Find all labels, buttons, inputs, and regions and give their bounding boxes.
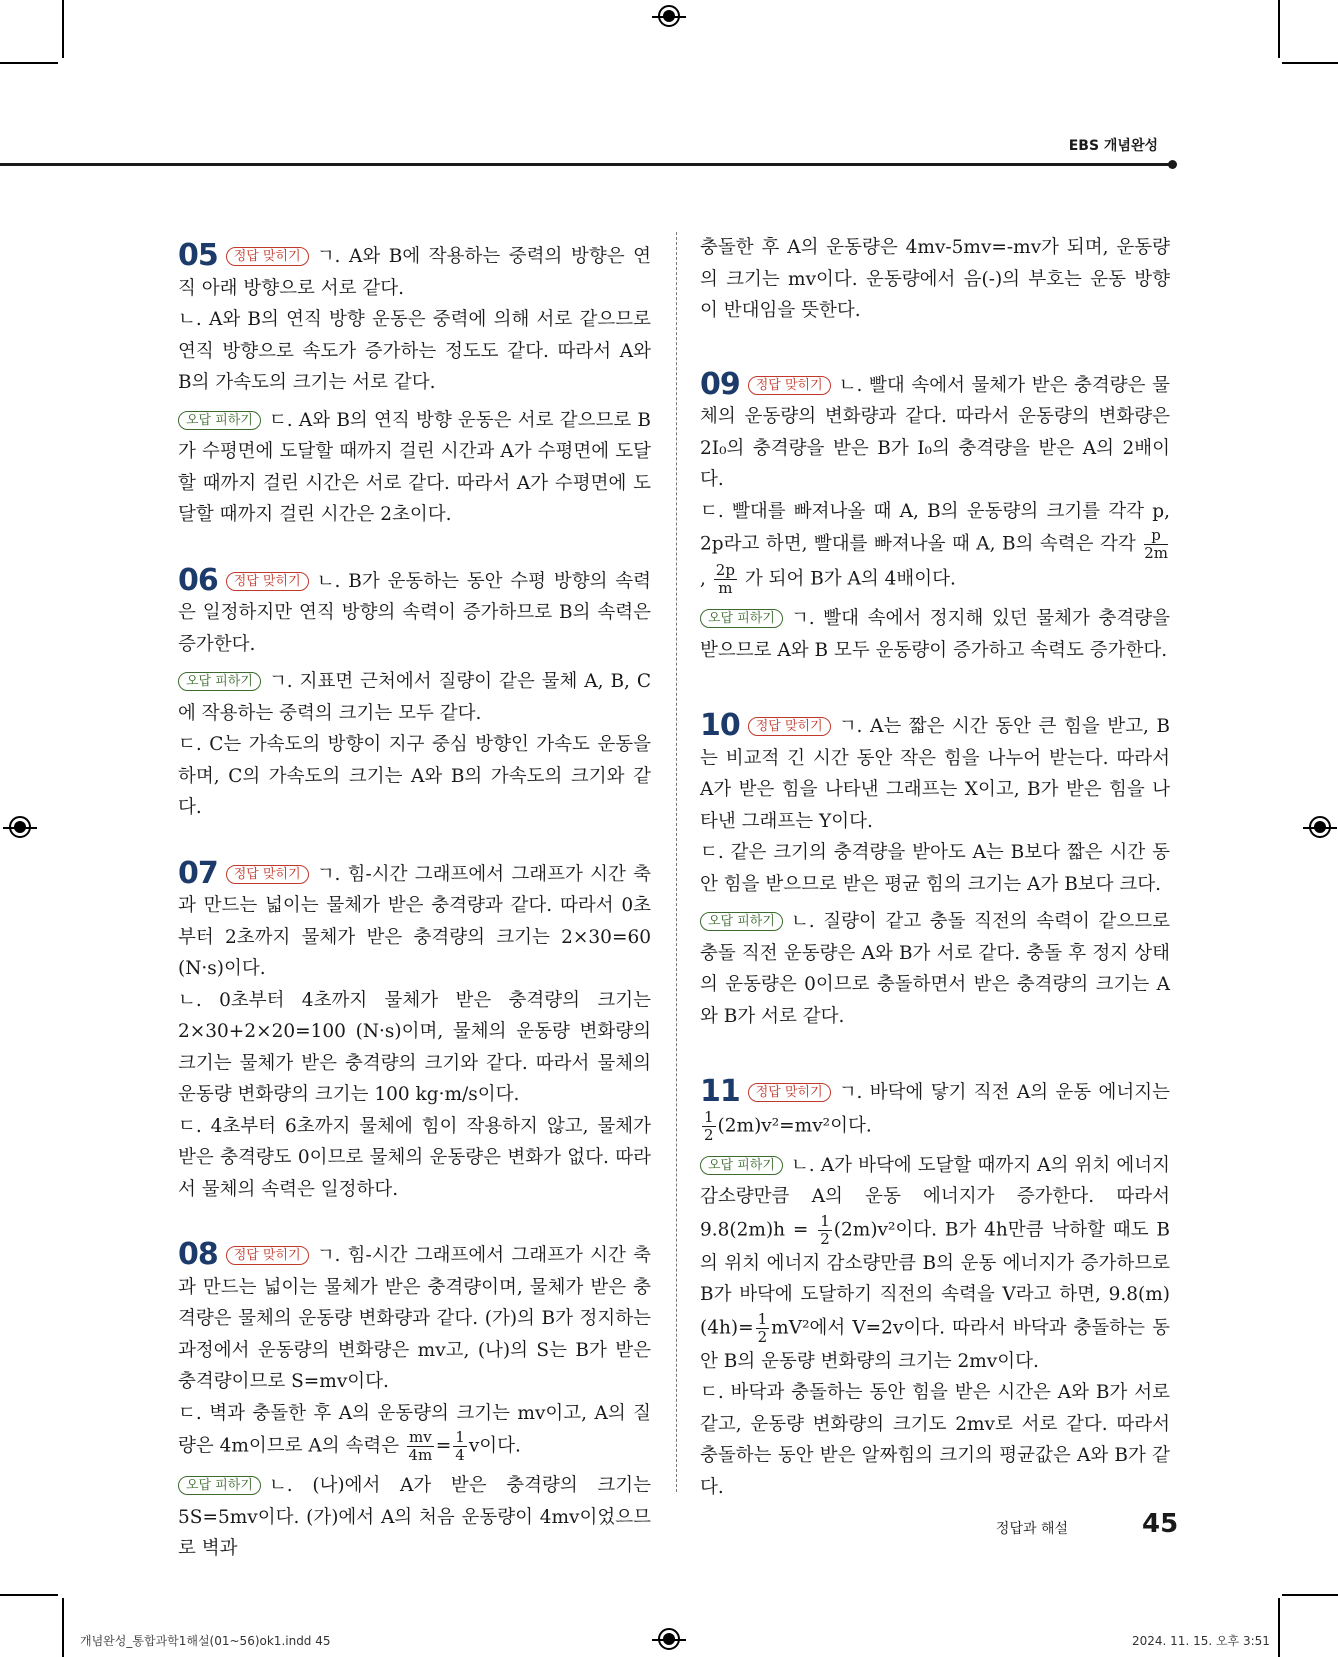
footer-label: 정답과 해설 xyxy=(995,1521,1068,1537)
denominator: m xyxy=(718,579,733,597)
answer-text: ㄱ. 힘-시간 그래프에서 그래프가 시간 축과 만드는 넓이는 물체가 받은 충격량이며, 물체가 받은 충격량은 물체의 운동량 변화량과 같다. (가)의 B가 정지하는 과정에서 운동량의 변화량은 mv고, (나)의 S는 B가 받은 충격량이므로 S=mv이다. xyxy=(178,1245,651,1392)
answer-text: (2m)v²이다. B가 4h만큼 낙하할 때도 B의 위치 에너지 감소량만큼 B의 운동 에너지가 증가하므로 B가 바닥에 도달하기 직전의 속력을 V라고 하면, 9.8(m)(4h)= xyxy=(700,1219,1170,1338)
wrong-tag: 오답 피하기 xyxy=(700,912,783,931)
numerator: p xyxy=(1144,527,1168,545)
denominator: 4m xyxy=(408,1446,433,1464)
answer-text: ㄱ. A와 B에 작용하는 중력의 방향은 연직 아래 방향으로 서로 같다. xyxy=(178,246,651,299)
answer-text: ㄷ. C는 가속도의 방향이 지구 중심 방향인 가속도 운동을 하며, C의 가속도의 크기는 A와 B의 가속도의 크기와 같다. xyxy=(178,734,651,818)
answer-11 xyxy=(700,1076,1170,1144)
wrong-tag: 오답 피하기 xyxy=(700,1156,783,1175)
correct-tag: 정답 맞히기 xyxy=(226,865,309,884)
crop-mark xyxy=(1282,1594,1338,1596)
answer-text: ㄴ. B가 운동하는 동안 수평 방향의 속력은 일정하지만 연직 방향의 속력이 증가하므로 B의 속력은 증가한다. xyxy=(178,570,651,655)
registration-mark-icon xyxy=(9,816,31,838)
crop-mark xyxy=(1278,0,1280,58)
question-number: 09 xyxy=(700,366,740,402)
answer-text: ㄷ. 빨대를 빠져나올 때 A, B의 운동량의 크기를 각각 p, 2p라고 하면, 빨대를 빠져나올 때 A, B의 속력은 각각 xyxy=(700,500,1170,555)
answer-09 xyxy=(700,366,1170,496)
registration-mark-icon xyxy=(658,1628,680,1650)
answer-text: ㄴ. 질량이 같고 충돌 직전의 속력이 같으므로 충돌 직전 운동량은 A와 B가 서로 같다. 충돌 후 정지 상태의 운동량은 0이므로 충돌하면서 받은 충격량의 크기는 A와 B가 서로 같다. xyxy=(700,911,1170,1027)
crop-mark xyxy=(0,1594,58,1596)
question-number: 11 xyxy=(700,1074,740,1109)
denominator: 4 xyxy=(455,1446,465,1464)
numerator: 1 xyxy=(704,1107,714,1126)
answer-07 xyxy=(178,855,651,985)
answer-10-wrong xyxy=(700,906,1170,1032)
correct-tag: 정답 맞히기 xyxy=(226,247,309,266)
answer-text: ㄴ. 빨대 속에서 물체가 받은 충격량은 물체의 운동량의 변화량과 같다. 따라서 운동량의 변화량은 2I₀의 충격량을 받은 B가 I₀의 충격량을 받은 A의 2배이다. xyxy=(700,374,1170,490)
answer-08-continued: 충돌한 후 A의 운동량은 4mv-5mv=-mv가 되며, 운동량의 크기는 mv이다. 운동량에서 음(-)의 부호는 운동 방향이 반대임을 뜻한다. xyxy=(700,237,1170,321)
fraction xyxy=(714,562,737,597)
numerator: 1 xyxy=(757,1309,768,1328)
denominator: 2 xyxy=(820,1229,830,1248)
answer-text: ㄱ. 지표면 근처에서 질량이 같은 물체 A, B, C에 작용하는 중력의 크기는 모두 같다. xyxy=(178,671,651,724)
answer-text: ㄴ. A가 바닥에 도달할 때까지 A의 위치 에너지 감소량만큼 A의 운동 에너지가 증가한다. 따라서 9.8(2m)h = xyxy=(700,1154,1170,1240)
answer-text: mV²에서 V=2v이다. 따라서 바닥과 충돌하는 동안 B의 운동량 변화량의 크기는 2mv이다. xyxy=(700,1317,1170,1372)
denominator: 2m xyxy=(1144,544,1168,562)
question-number: 05 xyxy=(178,238,218,273)
fraction xyxy=(1144,527,1168,562)
registration-mark-icon xyxy=(658,5,680,27)
answer-text: ㄷ. A와 B의 연직 방향 운동은 서로 같으므로 B가 수평면에 도달할 때까지 걸린 시간과 A가 수평면에 도달할 때까지 걸린 시간은 서로 같다. 따라서 A가 수평면에 도달할 때까지 걸린 시간은 2초이다. xyxy=(178,409,651,525)
denominator: 2 xyxy=(757,1327,768,1346)
answer-text: ㄴ. (나)에서 A가 받은 충격량의 크기는 5S=5mv이다. (가)에서 A의 처음 운동량이 4mv이었으므로 벽과 xyxy=(178,1475,651,1559)
answer-text: ㄱ. A는 짧은 시간 동안 큰 힘을 받고, B는 비교적 긴 시간 동안 작은 힘을 나누어 받는다. 따라서 A가 받은 힘을 나타낸 그래프는 X이고, B가 받은 힘을 나타낸 그래프는 Y이다. xyxy=(700,716,1170,832)
wrong-tag: 오답 피하기 xyxy=(178,672,261,691)
header-title: EBS 개념완성 xyxy=(1068,138,1158,154)
answer-11-wrong xyxy=(700,1150,1170,1378)
question-number: 10 xyxy=(700,708,740,743)
fraction xyxy=(702,1109,716,1144)
answer-text: (2m)v²=mv²이다. xyxy=(717,1115,872,1136)
answer-06 xyxy=(178,562,651,661)
fraction xyxy=(453,1429,467,1464)
answer-text: ㄷ. 같은 크기의 충격량을 받아도 A는 B보다 짧은 시간 동안 힘을 받으므로 받은 평균 힘의 크기는 A가 B보다 크다. xyxy=(700,842,1170,895)
file-slug: 개념완성_통합과학1해설(01~56)ok1.indd 45 xyxy=(80,1634,331,1648)
fraction xyxy=(407,1429,434,1464)
answer-text: ㄱ. 힘-시간 그래프에서 그래프가 시간 축과 만드는 넓이는 물체가 받은 충격량과 같다. 따라서 0초부터 2초까지 물체가 받은 충격량의 크기는 2×30=60 (N·s)이다. xyxy=(178,863,651,979)
wrong-tag: 오답 피하기 xyxy=(178,411,261,430)
equals-sign: = xyxy=(435,1435,452,1457)
fraction xyxy=(756,1311,770,1346)
wrong-tag: 오답 피하기 xyxy=(178,1476,261,1495)
answer-05 xyxy=(178,240,651,304)
right-column xyxy=(700,232,1170,1503)
print-date: 2024. 11. 15. 오후 3:51 xyxy=(1132,1634,1270,1648)
answer-09-c xyxy=(700,496,1170,598)
correct-tag: 정답 맞히기 xyxy=(748,376,831,395)
question-number: 08 xyxy=(178,1237,218,1272)
comma: , xyxy=(700,568,706,590)
answer-text: ㄱ. 빨대 속에서 정지해 있던 물체가 충격량을 받으므로 A와 B 모두 운동량이 증가하고 속력도 증가한다. xyxy=(700,608,1170,661)
answer-text: ㄷ. 바닥과 충돌하는 동안 힘을 받은 시간은 A와 B가 서로 같고, 운동량 변화량의 크기도 2mv로 서로 같다. 따라서 충돌하는 동안 받은 알짜힘의 크기의 평균값은 A와 B가 같다. xyxy=(700,1382,1170,1498)
answer-08 xyxy=(178,1239,651,1398)
crop-mark xyxy=(1278,1598,1280,1657)
answer-text: ㄴ. 0초부터 4초까지 물체가 받은 충격량의 크기는 2×30+2×20=100 (N·s)이며, 물체의 운동량 변화량의 크기는 물체가 받은 충격량의 크기와 같다. 따라서 물체의 운동량 변화량의 크기는 100 kg·m/s이다. xyxy=(178,989,651,1105)
answer-text: v이다. xyxy=(468,1435,521,1457)
answer-text: ㄷ. 4초부터 6초까지 물체에 힘이 작용하지 않고, 물체가 받은 충격량도 0이므로 물체의 운동량은 변화가 없다. 따라서 물체의 속력은 일정하다. xyxy=(178,1115,651,1200)
numerator: mv xyxy=(409,1428,432,1446)
registration-mark-icon xyxy=(1309,816,1331,838)
question-number: 07 xyxy=(178,855,218,891)
header-rule-dot xyxy=(1168,160,1177,169)
answer-text: ㄴ. A와 B의 연직 방향 운동은 중력에 의해 서로 같으므로 연직 방향으로 속도가 증가하는 정도도 같다. 따라서 A와 B의 가속도의 크기는 서로 같다. xyxy=(178,309,651,393)
correct-tag: 정답 맞히기 xyxy=(748,717,831,736)
answer-09-wrong xyxy=(700,603,1170,666)
answer-08-wrong xyxy=(178,1470,651,1565)
crop-mark xyxy=(0,62,58,64)
answer-08-c xyxy=(178,1398,651,1465)
fraction xyxy=(818,1213,832,1248)
answer-text: ㄱ. 바닥에 닿기 직전 A의 운동 에너지는 xyxy=(838,1082,1170,1103)
numerator: 1 xyxy=(455,1428,465,1446)
answer-05-wrong xyxy=(178,405,651,531)
crop-mark xyxy=(62,1598,64,1657)
question-number: 06 xyxy=(178,562,218,598)
crop-mark xyxy=(1282,62,1338,64)
correct-tag: 정답 맞히기 xyxy=(226,572,309,591)
correct-tag: 정답 맞히기 xyxy=(748,1083,831,1102)
answer-text: ㄷ. 벽과 충돌한 후 A의 운동량의 크기는 mv이고, A의 질량은 4m이므로 A의 속력은 xyxy=(178,1402,651,1457)
denominator: 2 xyxy=(704,1125,714,1144)
correct-tag: 정답 맞히기 xyxy=(226,1246,309,1265)
wrong-tag: 오답 피하기 xyxy=(700,609,783,628)
column-divider xyxy=(676,232,677,1492)
answer-06-wrong xyxy=(178,666,651,729)
answer-10 xyxy=(700,710,1170,837)
numerator: 1 xyxy=(820,1211,830,1230)
left-column xyxy=(178,240,651,1565)
crop-mark xyxy=(62,0,64,58)
answer-text: 가 되어 B가 A의 4배이다. xyxy=(744,568,956,590)
page-number: 45 xyxy=(1142,1509,1179,1539)
header-rule xyxy=(0,163,1172,166)
numerator: 2p xyxy=(715,561,735,579)
